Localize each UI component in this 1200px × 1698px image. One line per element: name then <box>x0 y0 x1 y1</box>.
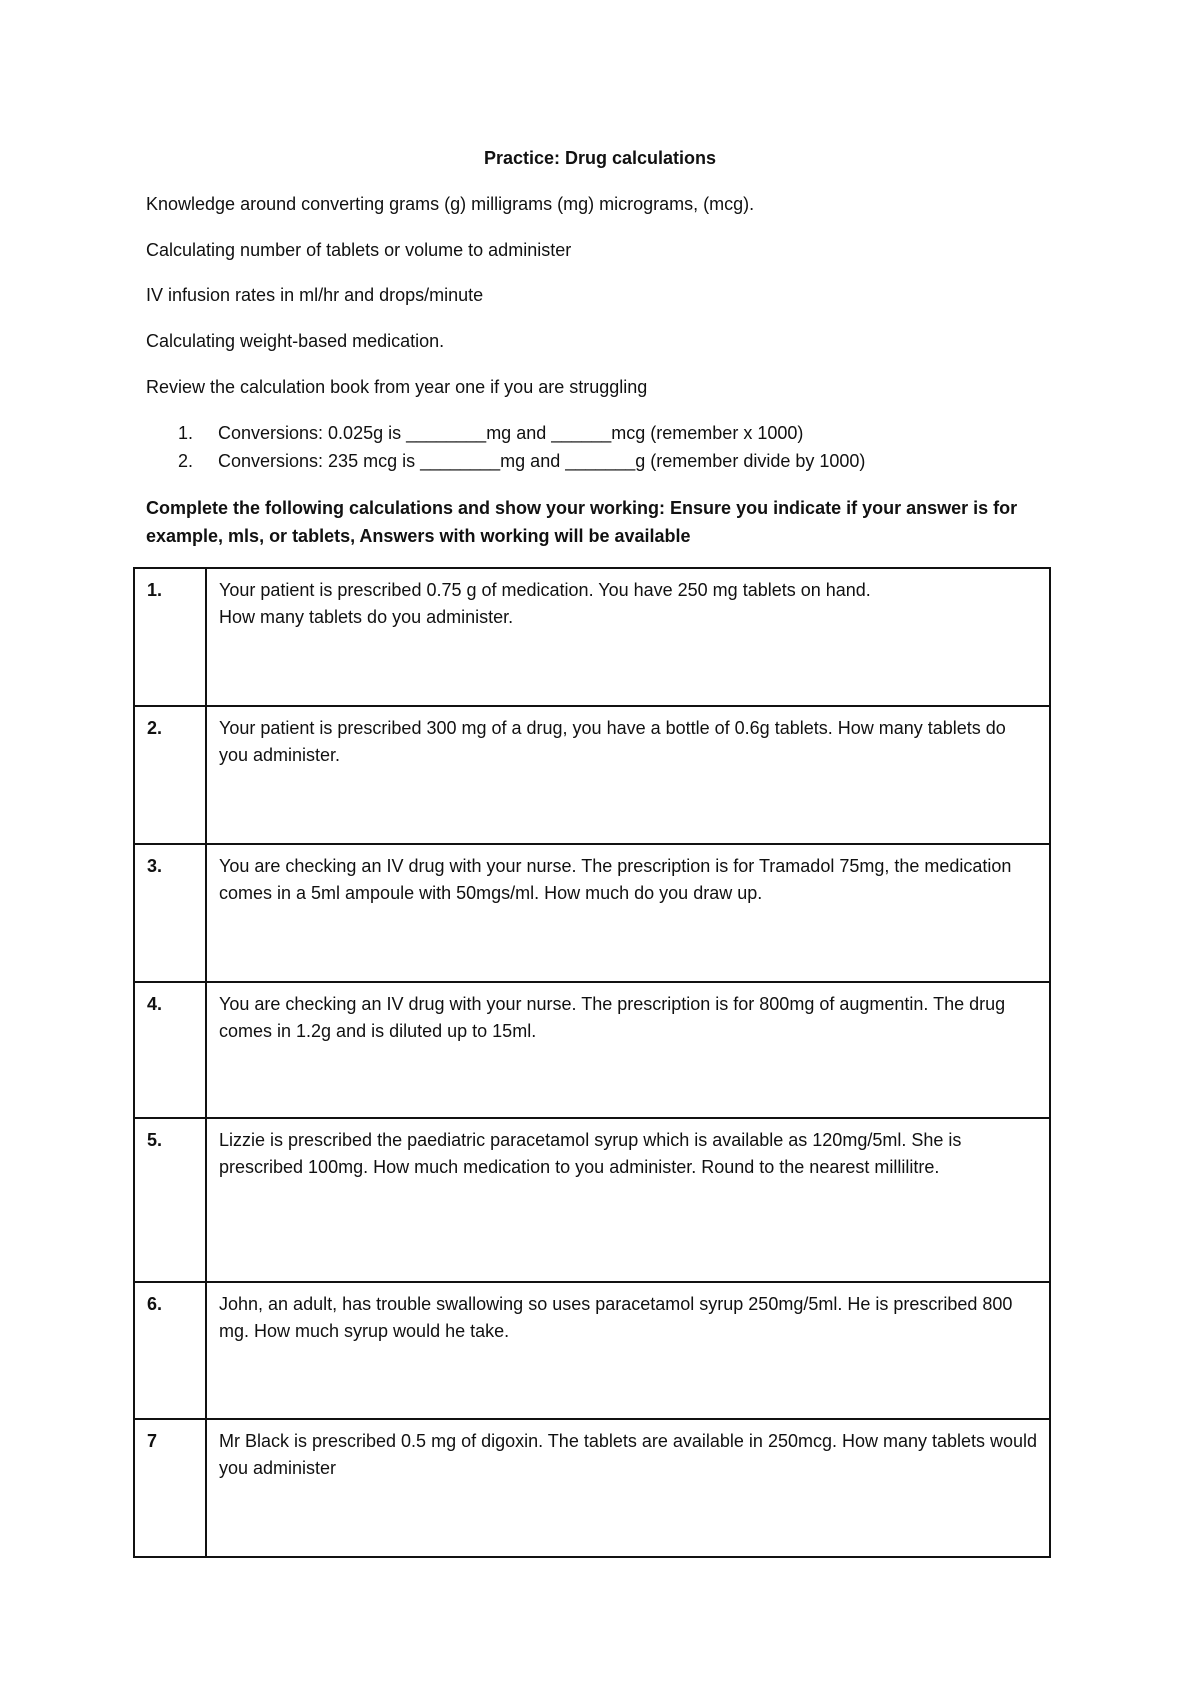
question-number: 2. <box>134 706 206 844</box>
conversion-text: Conversions: 235 mcg is ________mg and _______g (remember divide by 1000) <box>218 451 866 471</box>
instructions-text: Complete the following calculations and show your working: Ensure you indicate if your answer is for example, mls, or tablets, Answers with working will be available <box>146 498 1018 546</box>
table-row <box>134 706 1050 844</box>
question-text: Mr Black is prescribed 0.5 mg of digoxin. The tablets are available in 250mcg. How many tablets would you administer <box>206 1419 1050 1557</box>
intro-line-iv-infusion: IV infusion rates in ml/hr and drops/minute <box>146 285 484 305</box>
question-number: 4. <box>134 982 206 1118</box>
question-number: 1. <box>134 568 206 706</box>
conversion-text: Conversions: 0.025g is ________mg and ______mcg (remember x 1000) <box>218 423 804 443</box>
conversion-number: 2. <box>178 451 194 471</box>
intro-line-grams-conversion: Knowledge around converting grams (g) milligrams (mg) micrograms, (mcg). <box>146 194 755 214</box>
conversion-item-1 <box>178 423 803 444</box>
table-row <box>134 982 1050 1118</box>
question-text: You are checking an IV drug with your nurse. The prescription is for Tramadol 75mg, the medication comes in a 5ml ampoule with 50mgs/ml. How much do you draw up. <box>206 844 1050 982</box>
question-number: 5. <box>134 1118 206 1282</box>
question-text: Lizzie is prescribed the paediatric paracetamol syrup which is available as 120mg/5ml. She is prescribed 100mg. How much medication to you administer. Round to the nearest millilitre. <box>206 1118 1050 1282</box>
conversion-number: 1. <box>178 423 194 443</box>
table-row <box>134 844 1050 982</box>
questions-table <box>133 567 1051 1558</box>
question-number: 3. <box>134 844 206 982</box>
question-number: 7 <box>134 1419 206 1557</box>
table-row <box>134 1282 1050 1419</box>
intro-line-weight-based: Calculating weight-based medication. <box>146 331 445 351</box>
intro-line-review-book: Review the calculation book from year one if you are struggling <box>146 377 648 397</box>
table-row <box>134 568 1050 706</box>
question-text-content: Your patient is prescribed 0.75 g of medication. You have 250 mg tablets on hand. How many tablets do you administer. <box>219 580 871 627</box>
intro-line-tablets-volume: Calculating number of tablets or volume to administer <box>146 240 572 260</box>
table-row <box>134 1118 1050 1282</box>
conversion-item-2 <box>178 451 865 472</box>
question-text <box>206 568 1050 706</box>
question-number: 6. <box>134 1282 206 1419</box>
question-text: John, an adult, has trouble swallowing so uses paracetamol syrup 250mg/5ml. He is prescribed 800 mg. How much syrup would he take. <box>206 1282 1050 1419</box>
question-text: Your patient is prescribed 300 mg of a drug, you have a bottle of 0.6g tablets. How many tablets do you administer. <box>206 706 1050 844</box>
page-title: Practice: Drug calculations <box>483 148 717 168</box>
question-text: You are checking an IV drug with your nurse. The prescription is for 800mg of augmentin. The drug comes in 1.2g and is diluted up to 15ml. <box>206 982 1050 1118</box>
table-row <box>134 1419 1050 1557</box>
